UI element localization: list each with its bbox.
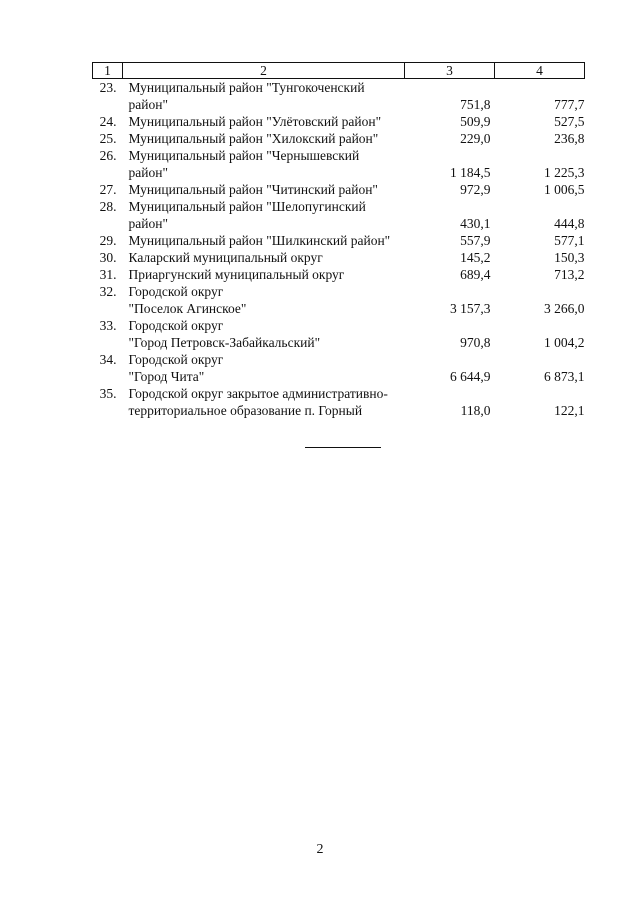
municipality-name (123, 385, 405, 419)
value-col-3: 118,0 (460, 403, 491, 418)
header-col-3: 3 (405, 63, 495, 79)
municipality-name-line: район" (128, 97, 168, 112)
value-col-4: 1 006,5 (544, 182, 585, 197)
value-col-4: 236,8 (554, 131, 585, 146)
table-row (93, 351, 585, 385)
municipality-name (123, 317, 405, 351)
row-number: 23. (99, 80, 117, 95)
table-row (93, 113, 585, 130)
table-row (93, 130, 585, 147)
municipality-name (123, 351, 405, 385)
municipality-name-line: Каларский муниципальный округ (128, 250, 323, 265)
value-col-3: 972,9 (460, 182, 491, 197)
table-body (93, 79, 585, 420)
row-number: 32. (99, 284, 117, 299)
page-number: 2 (316, 842, 324, 857)
header-col-2: 2 (123, 63, 405, 79)
municipality-name (123, 113, 405, 130)
row-number: 33. (99, 318, 117, 333)
table-row (93, 266, 585, 283)
table-row (93, 232, 585, 249)
value-col-3: 145,2 (460, 250, 491, 265)
municipality-name-line: район" (128, 216, 168, 231)
municipality-name (123, 79, 405, 114)
municipality-name-line: "Город Петровск-Забайкальский" (128, 335, 321, 350)
row-number: 28. (99, 199, 117, 214)
header-col-1: 1 (93, 63, 123, 79)
row-number: 29. (99, 233, 117, 248)
value-col-4: 3 266,0 (544, 301, 585, 316)
table-row (93, 79, 585, 114)
header-col-4: 4 (495, 63, 585, 79)
table-row (93, 283, 585, 317)
row-number: 24. (99, 114, 117, 129)
value-col-4: 6 873,1 (544, 369, 585, 384)
municipality-name (123, 130, 405, 147)
municipality-name-line: Муниципальный район "Читинский район" (128, 182, 378, 197)
value-col-4: 577,1 (554, 233, 585, 248)
row-number: 35. (99, 386, 117, 401)
value-col-4: 1 004,2 (544, 335, 585, 350)
value-col-4: 1 225,3 (544, 165, 585, 180)
value-col-4: 777,7 (554, 97, 585, 112)
value-col-3: 557,9 (460, 233, 491, 248)
value-col-3: 970,8 (460, 335, 491, 350)
table-row (93, 317, 585, 351)
municipality-name (123, 198, 405, 232)
municipality-name (123, 232, 405, 249)
municipality-name-line: Городской округ (128, 318, 224, 333)
value-col-3: 430,1 (460, 216, 491, 231)
value-col-3: 229,0 (460, 131, 491, 146)
budget-table (92, 62, 585, 419)
value-col-3: 509,9 (460, 114, 491, 129)
value-col-4: 713,2 (554, 267, 585, 282)
municipality-name (123, 147, 405, 181)
value-col-4: 122,1 (554, 403, 585, 418)
table-row (93, 181, 585, 198)
table-header (93, 63, 585, 79)
municipality-name (123, 266, 405, 283)
value-col-4: 527,5 (554, 114, 585, 129)
table-row (93, 249, 585, 266)
table-row (93, 385, 585, 419)
municipality-name (123, 249, 405, 266)
municipality-name-line: Муниципальный район "Шилкинский район" (128, 233, 391, 248)
municipality-name-line: Городской округ (128, 284, 224, 299)
value-col-3: 1 184,5 (450, 165, 491, 180)
table-row (93, 147, 585, 181)
municipality-name (123, 181, 405, 198)
municipality-name-line: район" (128, 165, 168, 180)
value-col-4: 444,8 (554, 216, 585, 231)
municipality-name-line: "Поселок Агинское" (128, 301, 247, 316)
municipality-name-line: Муниципальный район "Шелопугинский (128, 199, 366, 214)
value-col-3: 751,8 (460, 97, 491, 112)
row-number: 26. (99, 148, 117, 163)
value-col-3: 6 644,9 (450, 369, 491, 384)
row-number: 30. (99, 250, 117, 265)
municipality-name-line: Городской округ закрытое административно- (128, 386, 388, 401)
municipality-name-line: Приаргунский муниципальный округ (128, 267, 345, 282)
value-col-4: 150,3 (554, 250, 585, 265)
row-number: 31. (99, 267, 117, 282)
municipality-name-line: Муниципальный район "Улётовский район" (128, 114, 382, 129)
row-number: 25. (99, 131, 117, 146)
value-col-3: 689,4 (460, 267, 491, 282)
municipality-name-line: Городской округ (128, 352, 224, 367)
municipality-name (123, 283, 405, 317)
municipality-name-line: Муниципальный район "Чернышевский (128, 148, 360, 163)
row-number: 34. (99, 352, 117, 367)
table-row (93, 198, 585, 232)
municipality-name-line: "Город Чита" (128, 369, 205, 384)
value-col-3: 3 157,3 (450, 301, 491, 316)
end-divider (305, 447, 381, 448)
row-number: 27. (99, 182, 117, 197)
municipality-name-line: Муниципальный район "Тунгокоченский (128, 80, 365, 95)
municipality-name-line: территориальное образование п. Горный (128, 403, 363, 418)
municipality-name-line: Муниципальный район "Хилокский район" (128, 131, 379, 146)
